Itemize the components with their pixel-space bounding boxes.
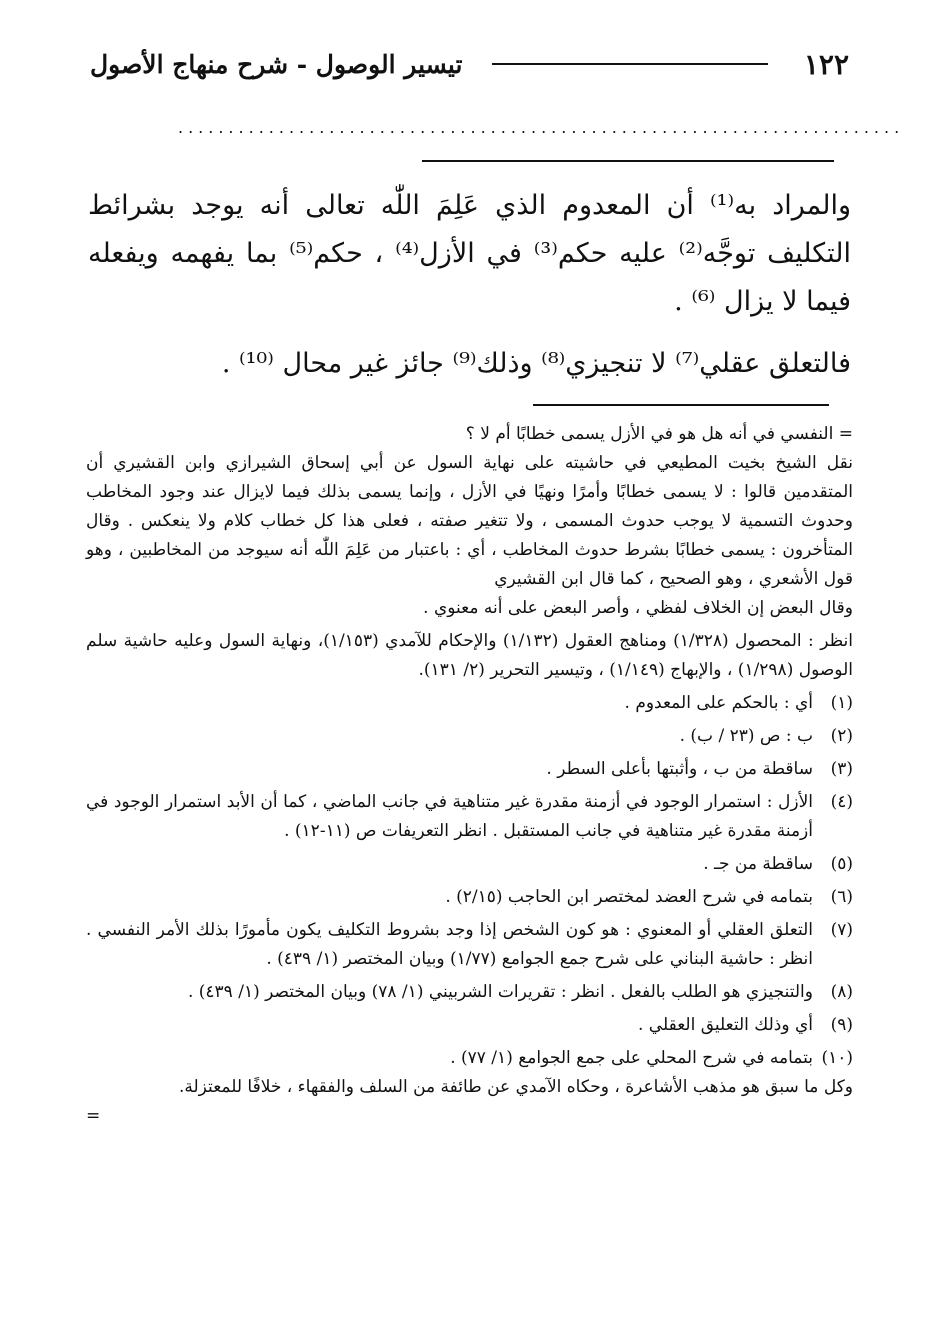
footnote <box>86 1044 853 1073</box>
footnote-text: أي وذلك التعليق العقلي . <box>637 1015 813 1035</box>
note-continuation: انظر : المحصول (١/٣٢٨) ومناهج العقول (١/١٣٢) والإحكام للآمدي (١/١٥٣)، ونهاية السول وعليه حاشية سلم الوصول (١/٢٩٨) ، والإبهاج (١/١٤٩) ، وتيسير التحرير (٢/ ١٣١). <box>86 631 853 680</box>
continuation-mark: = <box>86 1106 101 1126</box>
dotted-separator: ........................................................................ <box>178 118 905 137</box>
page-header <box>90 44 849 84</box>
main-paragraph: والمراد به⁽¹⁾ أن المعدوم الذي عَلِمَ اللّٰه تعالى أنه يوجد بشرائط التكليف توجَّه⁽²⁾ عليه حكم⁽³⁾ في الأزل⁽⁴⁾ ، حكم⁽⁵⁾ بما يفهمه ويفعله فيما لا يزال ⁽⁶⁾ . <box>88 190 852 317</box>
main-paragraph: فالتعلق عقلي⁽⁷⁾ لا تنجيزي⁽⁸⁾ وذلك⁽⁹⁾ جائز غير محال ⁽¹⁰⁾ . <box>221 348 851 379</box>
main-text <box>88 182 851 388</box>
footnote <box>86 788 853 846</box>
footnotes <box>86 420 853 1131</box>
footnote-number: (٢) <box>830 726 853 746</box>
footnote-number: (٨) <box>830 982 853 1002</box>
footnote-text: ساقطة من جـ . <box>703 854 813 874</box>
running-title: تيسير الوصول - شرح منهاج الأصول <box>90 49 463 79</box>
note-continuation: وقال البعض إن الخلاف لفظي ، وأصر البعض على أنه معنوي . <box>423 598 853 618</box>
footnote-text: ب : ص (٢٣ / ب) . <box>679 726 813 746</box>
footnote-number: (٥) <box>830 854 853 874</box>
footnote <box>86 689 853 718</box>
section-rule <box>422 160 834 162</box>
note-continuation: نقل الشيخ بخيت المطيعي في حاشيته على نهاية السول عن أبي إسحاق الشيرازي وابن القشيري أن المتقدمين قالوا : لا يسمى خطابًا وأمرًا ونهيًا في الأزل ، وإنما يسمى بذلك فيما لايزال عند وجود المخاطب وحدوث التسمية لا يوجب حدوث المسمى ، ولا تتغير صفته ، فعلى هذا كل خطاب كلام ولا ينعكس . وقال المتأخرون : يسمى خطابًا بشرط حدوث المخاطب ، أي : باعتبار من عَلِمَ اللّٰه أنه سيوجد من المخاطبين ، وهو قول الأشعري ، وهو الصحيح ، كما قال ابن القشيري <box>86 453 853 589</box>
page-number: ١٢٢ <box>803 47 849 81</box>
note-closing: وكل ما سبق هو مذهب الأشاعرة ، وحكاه الآمدي عن طائفة من السلف والفقهاء ، خلافًا للمعتزلة. <box>178 1077 853 1097</box>
footnote-text: بتمامه في شرح المحلي على جمع الجوامع (١/ ٧٧) . <box>450 1048 813 1068</box>
footnote-text: ساقطة من ب ، وأثبتها بأعلى السطر . <box>546 759 813 779</box>
footnote-text: أي : بالحكم على المعدوم . <box>624 693 813 713</box>
footnote-number: (١٠) <box>821 1048 853 1068</box>
footnote <box>86 916 853 974</box>
footnote-number: (٤) <box>830 792 853 812</box>
footnote-number: (٧) <box>830 920 853 940</box>
footnote-number: (١) <box>830 693 853 713</box>
footnote <box>86 1011 853 1040</box>
footnote <box>86 722 853 751</box>
footnote-text: بتمامه في شرح العضد لمختصر ابن الحاجب (٢/١٥) . <box>445 887 813 907</box>
footnote <box>86 978 853 1007</box>
footnote-text: الأزل : استمرار الوجود في أزمنة مقدرة غير متناهية في جانب الماضي ، كما أن الأبد استمرار الوجود في أزمنة مقدرة غير متناهية في جانب المستقبل . انظر التعريفات ص (١١-١٢) . <box>86 792 813 841</box>
footnote-number: (٣) <box>830 759 853 779</box>
footnote-text: والتنجيزي هو الطلب بالفعل . انظر : تقريرات الشربيني (١/ ٧٨) وبيان المختصر (١/ ٤٣٩) . <box>187 982 813 1002</box>
footnote <box>86 883 853 912</box>
footnote-number: (٩) <box>830 1015 853 1035</box>
note-continuation: = النفسي في أنه هل هو في الأزل يسمى خطابًا أم لا ؟ <box>465 424 853 444</box>
header-rule <box>492 63 767 65</box>
footnote <box>86 850 853 879</box>
footnote-rule <box>533 404 829 406</box>
footnote-number: (٦) <box>830 887 853 907</box>
footnote-text: التعلق العقلي أو المعنوي : هو كون الشخص إذا وجد بشروط التكليف يكون مأمورًا بذلك الأمر النفسي . انظر : حاشية البناني على شرح جمع الجوامع (١/٧٧) وبيان المختصر (١/ ٤٣٩) . <box>86 920 813 969</box>
footnote <box>86 755 853 784</box>
